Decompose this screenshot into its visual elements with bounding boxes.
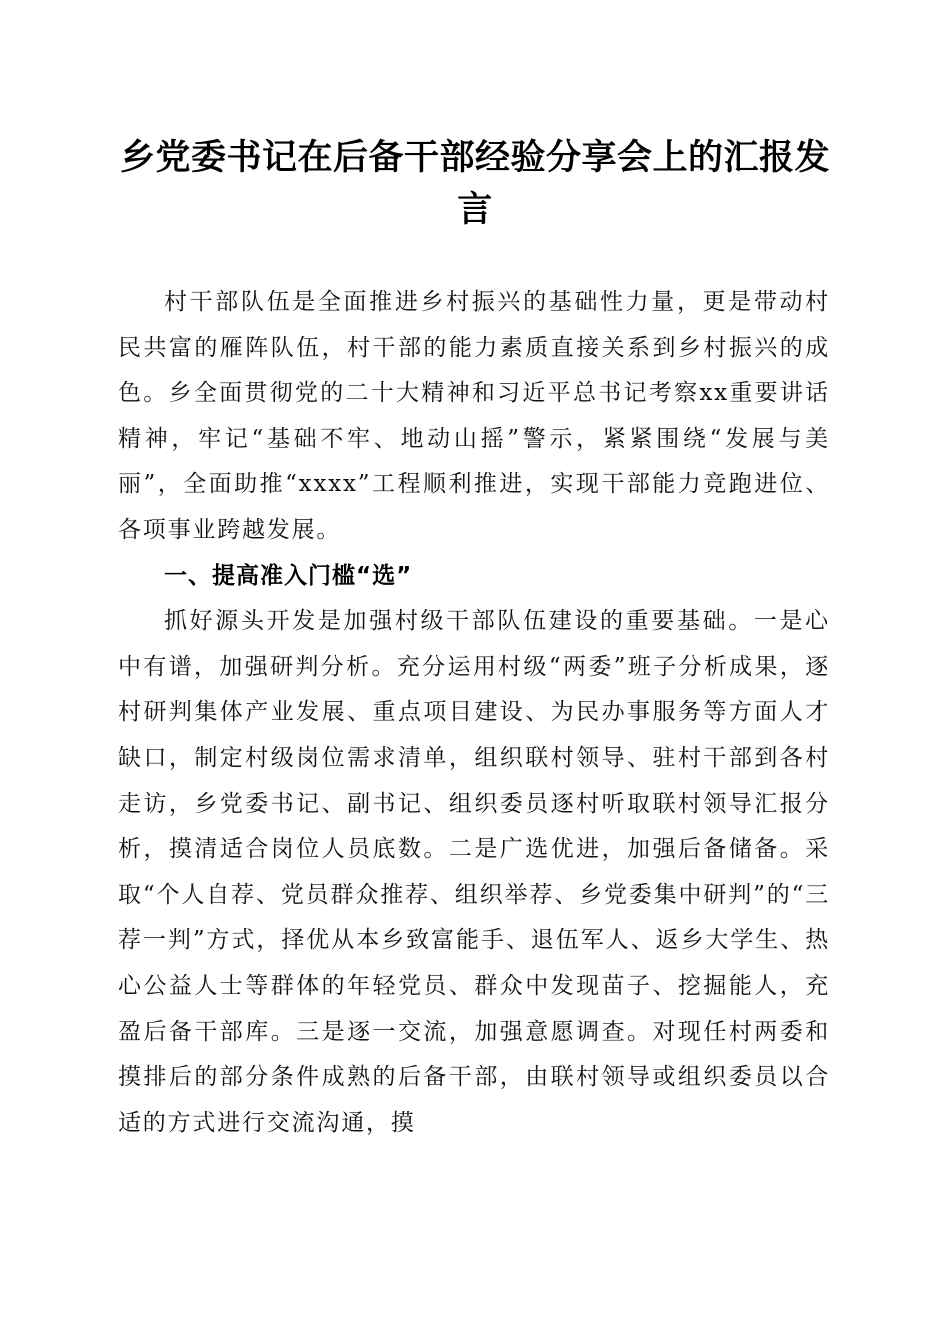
- section-paragraph: 抓好源头开发是加强村级干部队伍建设的重要基础。一是心中有谱，加强研判分析。充分运用村级“两委”班子分析成果，逐村研判集体产业发展、重点项目建设、为民办事服务等方面人才缺口，制定村级岗位需求清单，组织联村领导、驻村干部到各村走访，乡党委书记、副书记、组织委员逐村听取联村领导汇报分析，摸清适合岗位人员底数。二是广选优进，加强后备储备。采取“个人自荐、党员群众推荐、组织举荐、乡党委集中研判”的“三荐一判”方式，择优从本乡致富能手、退伍军人、返乡大学生、热心公益人士等群体的年轻党员、群众中发现苗子、挖掘能人，充盈后备干部库。三是逐一交流，加强意愿调查。对现任村两委和摸排后的部分条件成熟的后备干部，由联村领导或组织委员以合适的方式进行交流沟通，摸: [118, 608, 830, 1136]
- document-title: 乡党委书记在后备干部经验分享会上的汇报发言: [119, 137, 830, 230]
- intro-paragraph: 村干部队伍是全面推进乡村振兴的基础性力量，更是带动村民共富的雁阵队伍，村干部的能力素质直接关系到乡村振兴的成色。乡全面贯彻党的二十大精神和习近平总书记考察xx重要讲话精神，牢记“基础不牢、地动山摇”警示，紧紧围绕“发展与美丽”，全面助推“xxxx”工程顺利推进，实现干部能力竞跑进位、各项事业跨越发展。: [118, 289, 830, 543]
- section-heading: 一、提高准入门槛“选”: [164, 562, 413, 589]
- document-body: [118, 280, 830, 1146]
